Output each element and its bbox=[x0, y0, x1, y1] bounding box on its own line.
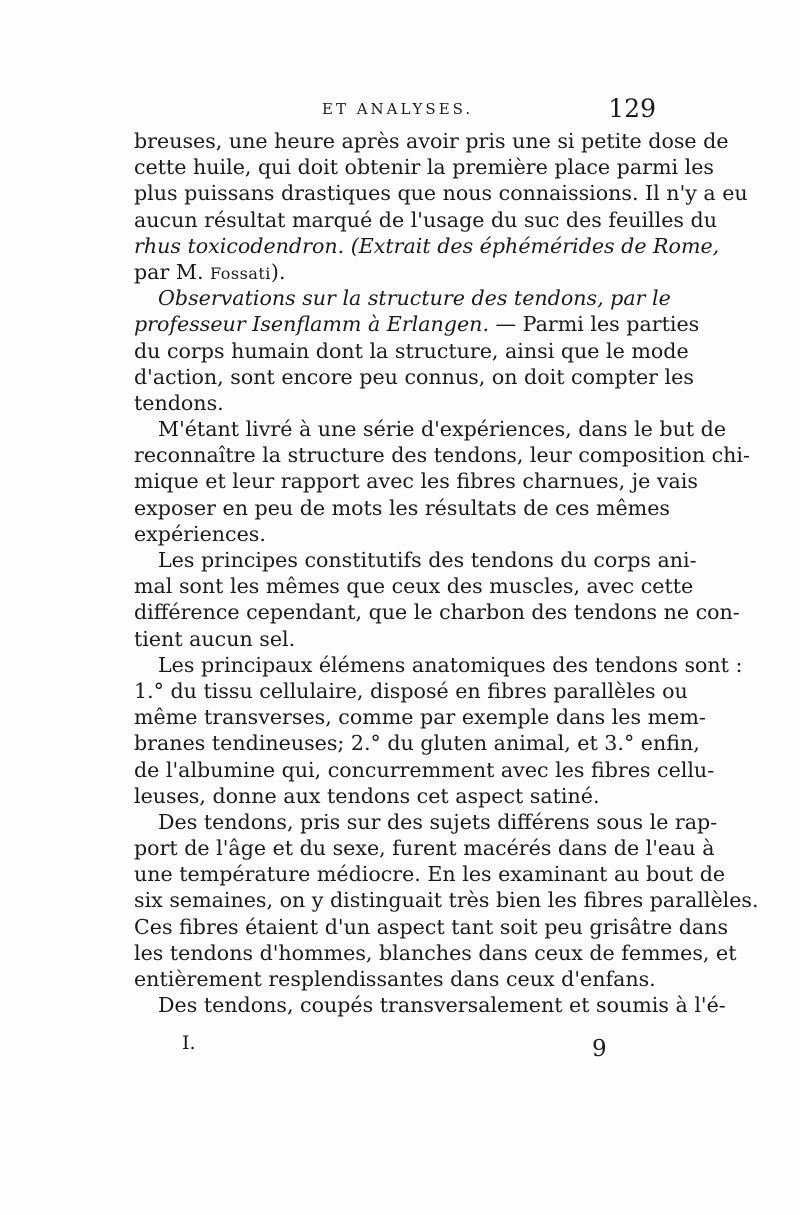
section-title-line bbox=[134, 285, 671, 311]
text-line: aucun résultat marqué de l'usage du suc des feuilles du bbox=[134, 207, 717, 232]
body-text bbox=[134, 128, 759, 1018]
text-line: différence cependant, que le charbon des tendons ne con- bbox=[134, 600, 740, 625]
text-line: plus puissans drastiques que nous connaissions. Il n'y a eu bbox=[134, 181, 748, 206]
page-header bbox=[134, 94, 656, 128]
text-line: six semaines, on y distinguait très bien les fibres parallèles. bbox=[134, 888, 759, 913]
text-line: Ces fibres étaient d'un aspect tant soit peu grisâtre dans bbox=[134, 914, 729, 939]
text-line: Des tendons, pris sur des sujets différens sous le rap- bbox=[158, 809, 718, 834]
text-line: entièrement resplendissantes dans ceux d'enfans. bbox=[134, 967, 656, 991]
text-line: reconnaître la structure des tendons, leur composition chi- bbox=[134, 443, 750, 468]
text-line: M'étant livré à une série d'expériences, dans le but de bbox=[158, 417, 727, 442]
text-line: Les principaux élémens anatomiques des tendons sont : bbox=[158, 652, 743, 677]
signature-mark-right: 9 bbox=[592, 1036, 607, 1062]
text-line: branes tendineuses; 2.° du gluten animal, et 3.° enfin, bbox=[134, 731, 700, 756]
text-line bbox=[134, 233, 720, 259]
signature-mark-left: I. bbox=[182, 1032, 196, 1054]
text-line: port de l'âge et du sexe, furent macérés dans de l'eau à bbox=[134, 836, 715, 861]
running-head: ET ANALYSES. bbox=[322, 100, 474, 118]
text-line: expériences. bbox=[134, 521, 266, 546]
text-line: de l'albumine qui, concurremment avec les fibres cellu- bbox=[134, 757, 715, 782]
text-line: tient aucun sel. bbox=[134, 626, 296, 651]
text-line: Des tendons, coupés transversalement et soumis à l'é- bbox=[158, 993, 726, 1018]
text-line: breuses, une heure après avoir pris une si petite dose de bbox=[134, 129, 729, 153]
text-line: du corps humain dont la structure, ainsi que le mode bbox=[134, 338, 689, 363]
text-fragment: par M. bbox=[134, 259, 211, 284]
text-fragment: — Parmi les parties bbox=[489, 312, 700, 337]
section-title-cont: professeur Isenflamm à Erlangen. bbox=[134, 312, 489, 337]
section-title: Observations sur la structure des tendons, par le bbox=[158, 286, 671, 311]
text-line: d'action, sont encore peu connus, on doit compter les bbox=[134, 364, 694, 389]
text-line: cette huile, qui doit obtenir la première place parmi les bbox=[134, 155, 714, 180]
text-line: 1.° du tissu cellulaire, disposé en fibres parallèles ou bbox=[134, 678, 688, 703]
italic-citation: rhus toxicodendron. (Extrait des éphémérides de Rome, bbox=[134, 233, 720, 258]
text-line: mal sont les mêmes que ceux des muscles, avec cette bbox=[134, 574, 694, 599]
text-line: les tendons d'hommes, blanches dans ceux de femmes, et bbox=[134, 940, 737, 965]
text-line: exposer en peu de mots les résultats de ces mêmes bbox=[134, 495, 670, 520]
text-line: Les principes constitutifs des tendons du corps ani- bbox=[158, 548, 697, 572]
text-line: une température médiocre. En les examinant au bout de bbox=[134, 862, 726, 887]
author-name: Fossati bbox=[210, 263, 271, 283]
text-line: mique et leur rapport avec les fibres charnues, je vais bbox=[134, 469, 698, 494]
text-line: même transverses, comme par exemple dans les mem- bbox=[134, 705, 706, 730]
text-line: tendons. bbox=[134, 390, 224, 415]
text-line bbox=[134, 259, 656, 285]
text-fragment: ). bbox=[270, 259, 286, 284]
text-line bbox=[134, 311, 700, 337]
text-line: leuses, donne aux tendons cet aspect satiné. bbox=[134, 783, 600, 808]
page-number: 129 bbox=[608, 94, 656, 123]
